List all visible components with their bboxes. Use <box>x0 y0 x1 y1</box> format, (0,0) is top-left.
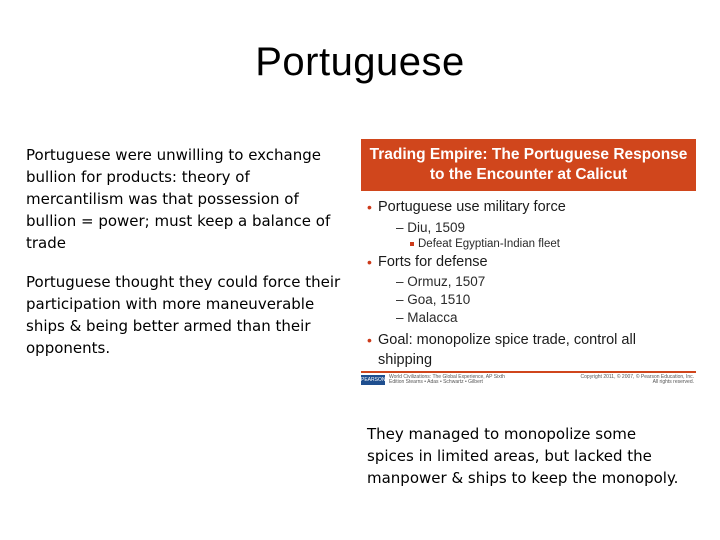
footer-book-title: World Civilizations: The Global Experience, AP Sixth Edition Stearns • Adas • Schwartz • Gilbert <box>389 374 505 385</box>
bullet-dot-icon: • <box>367 199 372 215</box>
pearson-logo: PEARSON <box>361 377 386 383</box>
embedded-slide-header: Trading Empire: The Portuguese Response to the Encounter at Calicut <box>361 139 696 191</box>
sub-item-goa: – Goa, 1510 <box>396 292 471 307</box>
caption-monopoly: They managed to monopolize some spices in limited areas, but lacked the manpower & ships to keep the monopoly. <box>367 425 679 487</box>
bullet-forts <box>367 254 488 270</box>
bullet-dot-icon: • <box>367 254 372 270</box>
embedded-slide-image <box>358 139 696 385</box>
embedded-slide-footer <box>361 375 696 385</box>
subsub-item-defeat <box>410 238 560 250</box>
sub-item-malacca: – Malacca <box>396 310 458 325</box>
square-bullet-icon <box>410 242 414 246</box>
footer-divider <box>361 371 696 373</box>
bullet-text: Goal: monopolize spice trade, control all shipping <box>378 332 636 368</box>
footer-copyright: Copyright 2011, © 2007, © Pearson Education, Inc. All rights reserved. <box>580 374 694 385</box>
paragraph-bullion: Portuguese were unwilling to exchange bullion for products: theory of mercantilism was that possession of bullion = power; must keep a balance of trade <box>26 146 331 252</box>
subsub-text: Defeat Egyptian-Indian fleet <box>418 238 560 250</box>
bullet-military-force <box>367 199 566 215</box>
sub-item-diu: – Diu, 1509 <box>396 220 466 235</box>
bullet-dot-icon: • <box>367 332 372 348</box>
slide-title: Portuguese <box>255 40 465 84</box>
paragraph-force: Portuguese thought they could force their participation with more maneuverable ships & being better armed than their opponents. <box>26 273 341 357</box>
bullet-text: Forts for defense <box>378 254 488 270</box>
sub-item-ormuz: – Ormuz, 1507 <box>396 274 486 289</box>
bullet-text: Portuguese use military force <box>378 199 566 215</box>
bullet-goal <box>367 330 678 370</box>
